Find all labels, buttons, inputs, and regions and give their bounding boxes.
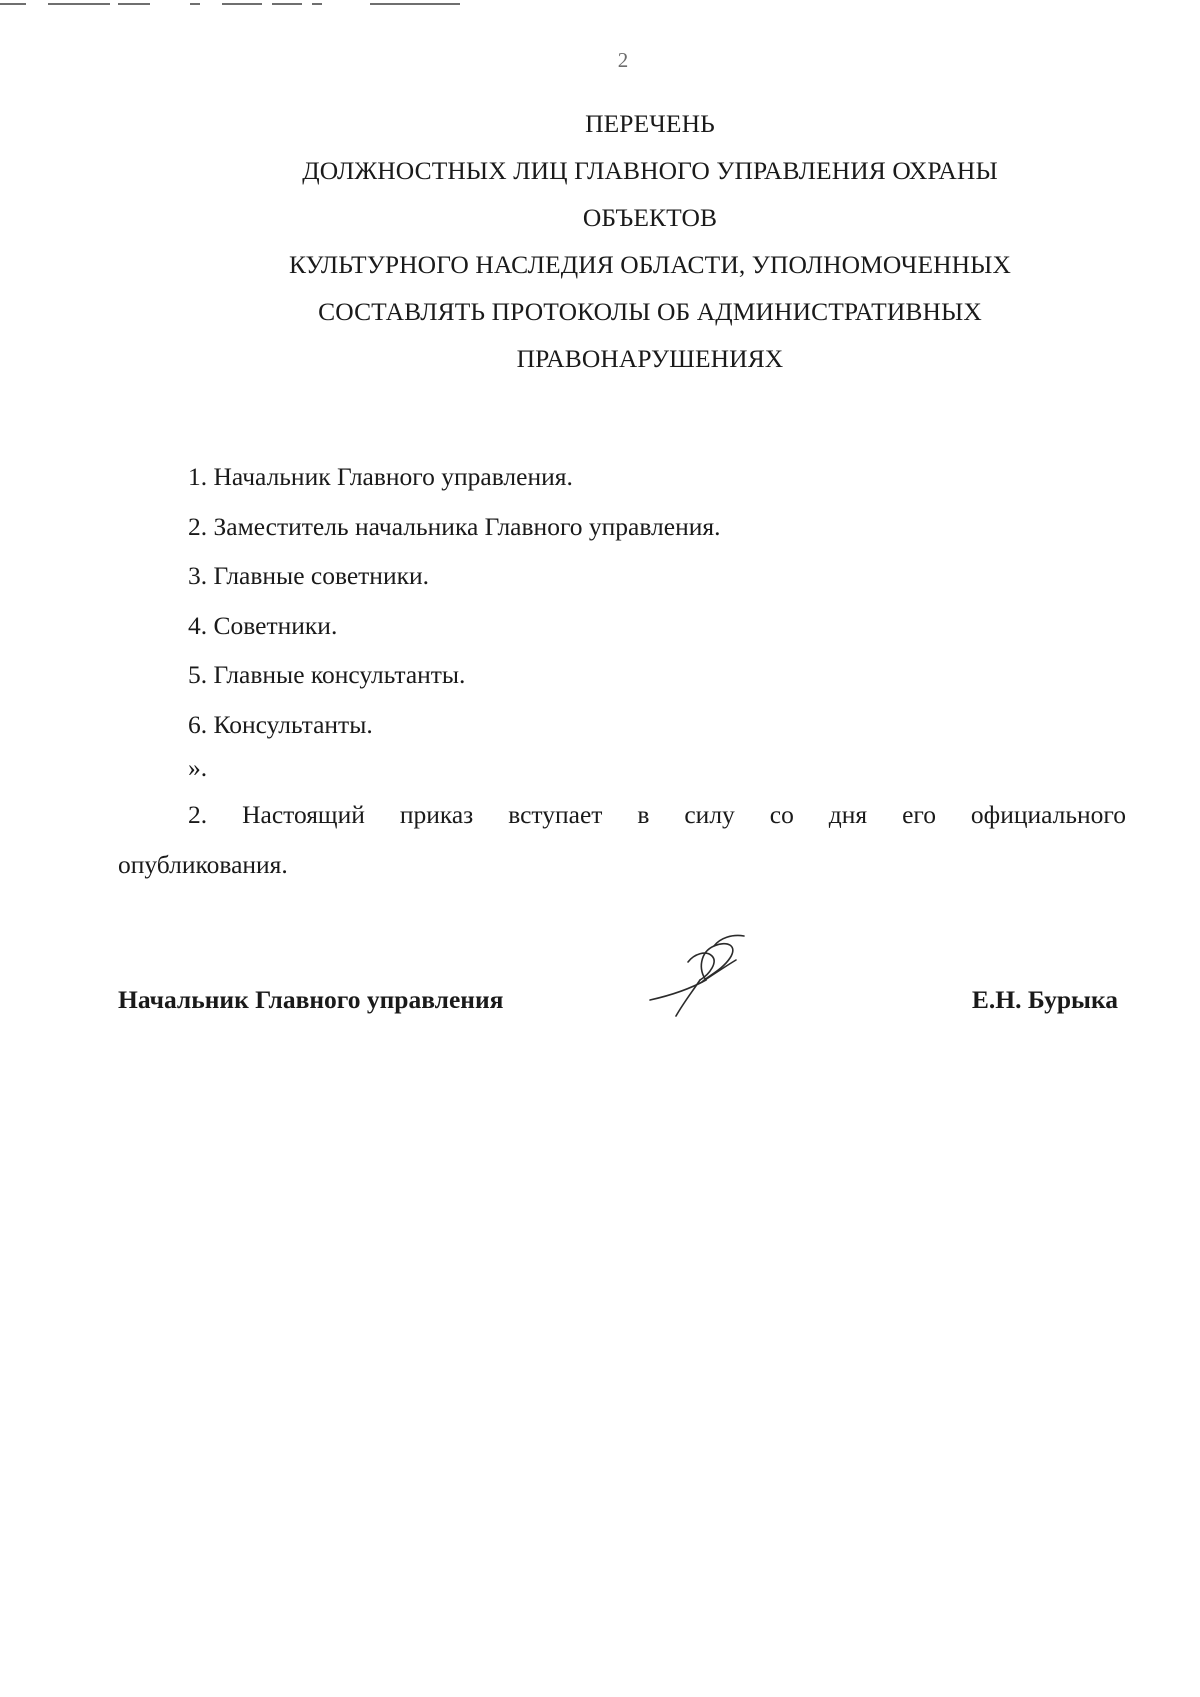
closing-quote: ». — [188, 753, 208, 782]
list-item: 3. Главные советники. — [188, 561, 430, 590]
document-title — [160, 100, 1140, 382]
officials-list — [188, 452, 1108, 749]
signature-name: Е.Н. Бурыка — [971, 985, 1118, 1014]
title-line: КУЛЬТУРНОГО НАСЛЕДИЯ ОБЛАСТИ, УПОЛНОМОЧЕННЫХ — [288, 250, 1012, 279]
list-item: 6. Консультанты. — [188, 709, 373, 739]
title-line: ОБЪЕКТОВ — [582, 203, 718, 232]
handwritten-signature — [648, 930, 758, 1020]
signature-title: Начальник Главного управления — [118, 985, 504, 1014]
scan-artifact-marks — [0, 0, 460, 8]
list-item: 1. Начальник Главного управления. — [188, 462, 573, 491]
paragraph-line: 2. Настоящий приказ вступает в силу со дня его официального — [188, 800, 1126, 829]
title-line: ДОЛЖНОСТНЫХ ЛИЦ ГЛАВНОГО УПРАВЛЕНИЯ ОХРАНЫ — [302, 156, 998, 185]
order-paragraph — [118, 790, 1126, 890]
paragraph-line: опубликования. — [118, 850, 288, 879]
list-item: 4. Советники. — [188, 610, 338, 640]
title-line: ПРАВОНАРУШЕНИЯХ — [516, 344, 784, 373]
title-line: СОСТАВЛЯТЬ ПРОТОКОЛЫ ОБ АДМИНИСТРАТИВНЫХ — [318, 297, 982, 326]
page-number: 2 — [617, 48, 629, 72]
list-item: 2. Заместитель начальника Главного управления. — [188, 511, 721, 541]
list-item: 5. Главные консультанты. — [188, 660, 466, 689]
title-line: ПЕРЕЧЕНЬ — [585, 109, 715, 138]
